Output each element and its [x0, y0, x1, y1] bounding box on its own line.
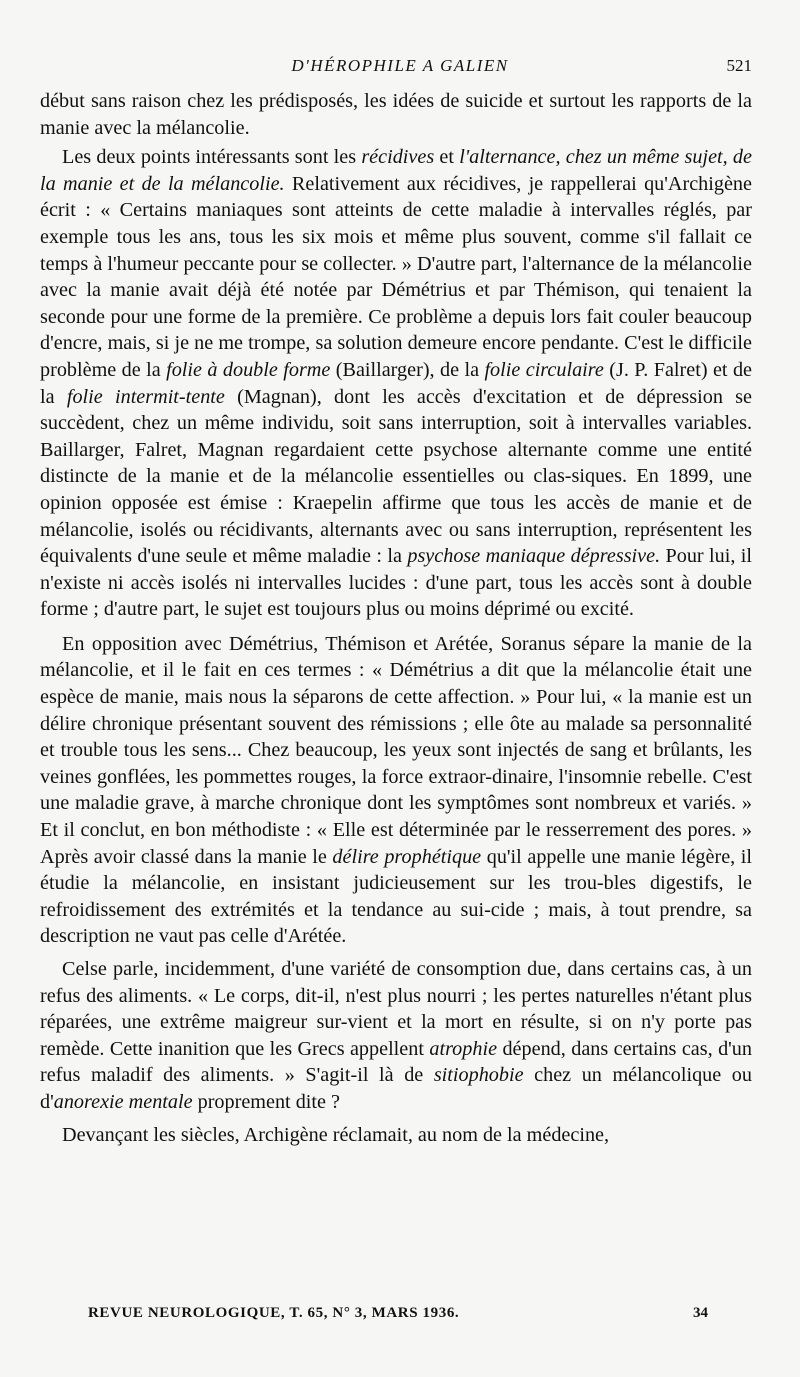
journal-citation: REVUE NEUROLOGIQUE, T. 65, N° 3, MARS 1936. [88, 1305, 460, 1321]
text-run: (Magnan), dont les accès d'excitation et de dépression se succèdent, chez un même individu, soit sans interruption, soit à intervalles variables. Baillarger, Falret, Magnan regardaient cette psychose alternante comme une entité distincte de la manie et de la mélancolie essentielles ou clas-siques. En 1899, une opinion opposée est émise : Kraepelin affirme que tous les accès de manie et de mélancolie, isolés ou récidivants, alternants avec ou sans interruption, représentent les équivalents d'une seule et même maladie : la [40, 385, 753, 568]
text-run: (J. P. Falret) et de la [40, 358, 752, 408]
italic-text-run: l'alternance, chez un même sujet, de la manie et de la mélancolie. [40, 146, 752, 195]
italic-text-run: anorexie mentale [53, 1090, 193, 1113]
text-run: Relativement aux récidives, je rappellerai qu'Archigène écrit : « Certains maniaques sont atteints de cette maladie à intervalles réglés, par exemple tous les ans, tous les six mois et même plus souvent, comme s'il fallait ce temps à l'humeur peccante pour se collecter. » D'autre part, l'alternance de la mélancolie avec la manie avait déjà été notée par Démétrius et par Thémison, qui tenaient la seconde pour une forme de la première. Ce problème a depuis lors fait couler beaucoup d'encre, mais, si je ne me trompe, sa solution demeure encore pendante. C'est le difficile problème de la [40, 172, 752, 381]
text-run: Pour lui, il n'existe ni accès isolés ni intervalles lucides : d'une part, tous les accès sont à double forme ; d'autre part, le sujet est toujours plus ou moins déprimé ou excité. [40, 545, 752, 621]
text-run: Devançant les siècles, Archigène réclamait, au nom de la médecine, [62, 1123, 610, 1146]
paragraph [40, 144, 752, 623]
text-run: dépend, dans certains cas, d'un refus maladif des aliments. » S'agit-il là de [40, 1037, 752, 1087]
text-run: (Baillarger), de la [330, 358, 485, 381]
italic-text-run: folie circulaire [484, 358, 604, 381]
text-run: et [434, 146, 460, 169]
signature-folio: 34 [693, 1305, 708, 1321]
paragraph [40, 88, 752, 141]
italic-text-run: psychose maniaque dépressive. [407, 545, 661, 568]
text-run: Celse parle, incidemment, d'une variété de consomption due, dans certains cas, à un refus des aliments. « Le corps, dit-il, n'est plus nourri ; les pertes naturelles n'étant plus réparées, une extrême maigreur sur-vient et la mort en résulte, si on n'y porte pas remède. Cette inanition que les Grecs appellent [40, 958, 752, 1060]
italic-text-run: récidives [361, 146, 435, 169]
text-run: proprement dite ? [192, 1090, 340, 1113]
paragraph [40, 956, 752, 1116]
italic-text-run: sitiophobie [433, 1064, 524, 1087]
italic-text-run: délire prophétique [332, 845, 482, 868]
text-run: début sans raison chez les prédisposés, les idées de suicide et surtout les rapports de la manie avec la mélancolie. [40, 90, 752, 139]
running-title: D'HÉROPHILE A GALIEN [291, 56, 509, 75]
paragraph [40, 631, 752, 950]
page-number: 521 [726, 56, 752, 75]
running-head [40, 56, 760, 82]
body-text [40, 88, 752, 1148]
text-run: qu'il appelle une manie légère, il étudie la mélancolie, en insistant judicieusement sur les trou-bles digestifs, le refroidissement des extrémités et la tendance au sui-cide ; mais, à tout prendre, sa description ne vaut pas celle d'Arétée. [40, 845, 753, 948]
italic-text-run: folie à double forme [166, 358, 331, 381]
text-run: Les deux points intéressants sont les [62, 146, 362, 169]
paragraph [40, 1122, 752, 1149]
italic-text-run: atrophie [429, 1037, 498, 1060]
italic-text-run: folie intermit-tente [66, 385, 225, 408]
text-run: En opposition avec Démétrius, Thémison et Arétée, Soranus sépare la manie de la mélancolie, et il le fait en ces termes : « Démétrius a dit que la mélancolie était une espèce de manie, mais nous la séparons de cette affection. » Pour lui, « la manie est un délire chronique présentant souvent des rémissions ; elle ôte au malade sa personnalité et trouble tous les sens... Chez beaucoup, les yeux sont injectés de sang et brûlants, les veines gonflées, les pommettes rouges, la force extraor-dinaire, l'insomnie rebelle. C'est une maladie grave, à marche chronique dont les symptômes sont nombreux et variés. » Et il conclut, en bon méthodiste : « Elle est déterminée par le resserrement des pores. » Après avoir classé dans la manie le [40, 632, 752, 868]
text-run: chez un mélancolique ou d' [40, 1064, 752, 1113]
page-footer [88, 1305, 708, 1327]
